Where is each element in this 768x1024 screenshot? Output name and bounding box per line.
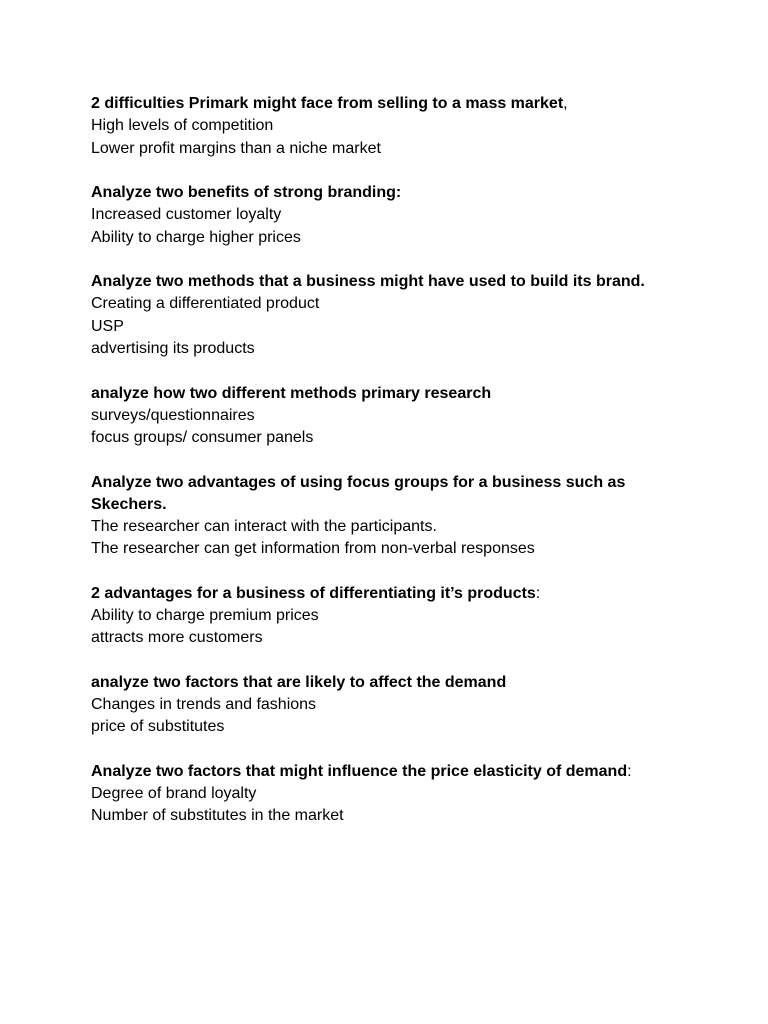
answer-list	[91, 405, 691, 450]
section-differentiation	[91, 583, 691, 650]
answer-item: Creating a differentiated product	[91, 295, 320, 312]
section-heading: Analyze two factors that might influence the price elasticity of demand:	[91, 762, 632, 780]
section-heading: 2 difficulties Primark might face from selling to a mass market,	[91, 95, 568, 112]
section-focus-groups	[91, 472, 691, 561]
answer-list	[91, 115, 691, 160]
answer-item: advertising its products	[91, 340, 255, 357]
section-heading: 2 advantages for a business of differentiating it’s products:	[91, 584, 541, 602]
answer-item: focus groups/ consumer panels	[91, 429, 314, 446]
section-heading: analyze how two different methods primary research	[91, 384, 492, 402]
section-demand-factors	[91, 672, 691, 739]
answer-item: The researcher can get information from non-verbal responses	[91, 540, 535, 557]
answer-item: Number of substitutes in the market	[91, 807, 344, 824]
answer-item: Changes in trends and fashions	[91, 695, 317, 713]
section-price-elasticity	[91, 761, 691, 828]
section-heading: Analyze two benefits of strong branding:	[91, 184, 402, 201]
section-mass-market	[91, 93, 691, 160]
answer-item: Degree of brand loyalty	[91, 784, 257, 802]
answer-list	[91, 293, 691, 361]
answer-list	[91, 605, 691, 650]
section-heading: Analyze two advantages of using focus groups for a business such as Skechers.	[91, 473, 626, 513]
section-brand-methods	[91, 271, 691, 361]
answer-list	[91, 694, 691, 739]
answer-item: Ability to charge premium prices	[91, 606, 319, 624]
answer-list	[91, 516, 691, 561]
answer-item: High levels of competition	[91, 117, 274, 134]
section-branding-benefits	[91, 182, 691, 249]
answer-item: The researcher can interact with the participants.	[91, 517, 437, 535]
section-primary-research	[91, 383, 691, 450]
answer-item: attracts more customers	[91, 629, 263, 646]
answer-item: Increased customer loyalty	[91, 206, 282, 223]
answer-item: Ability to charge higher prices	[91, 228, 301, 246]
answer-item: Lower profit margins than a niche market	[91, 139, 381, 157]
answer-item: price of substitutes	[91, 718, 225, 735]
answer-item: USP	[91, 317, 124, 335]
section-heading: analyze two factors that are likely to affect the demand	[91, 673, 507, 691]
section-heading: Analyze two methods that a business might have used to build its brand.	[91, 273, 645, 290]
answer-list	[91, 204, 691, 249]
answer-item: surveys/questionnaires	[91, 406, 255, 424]
document-page	[91, 93, 691, 850]
answer-list	[91, 783, 691, 828]
